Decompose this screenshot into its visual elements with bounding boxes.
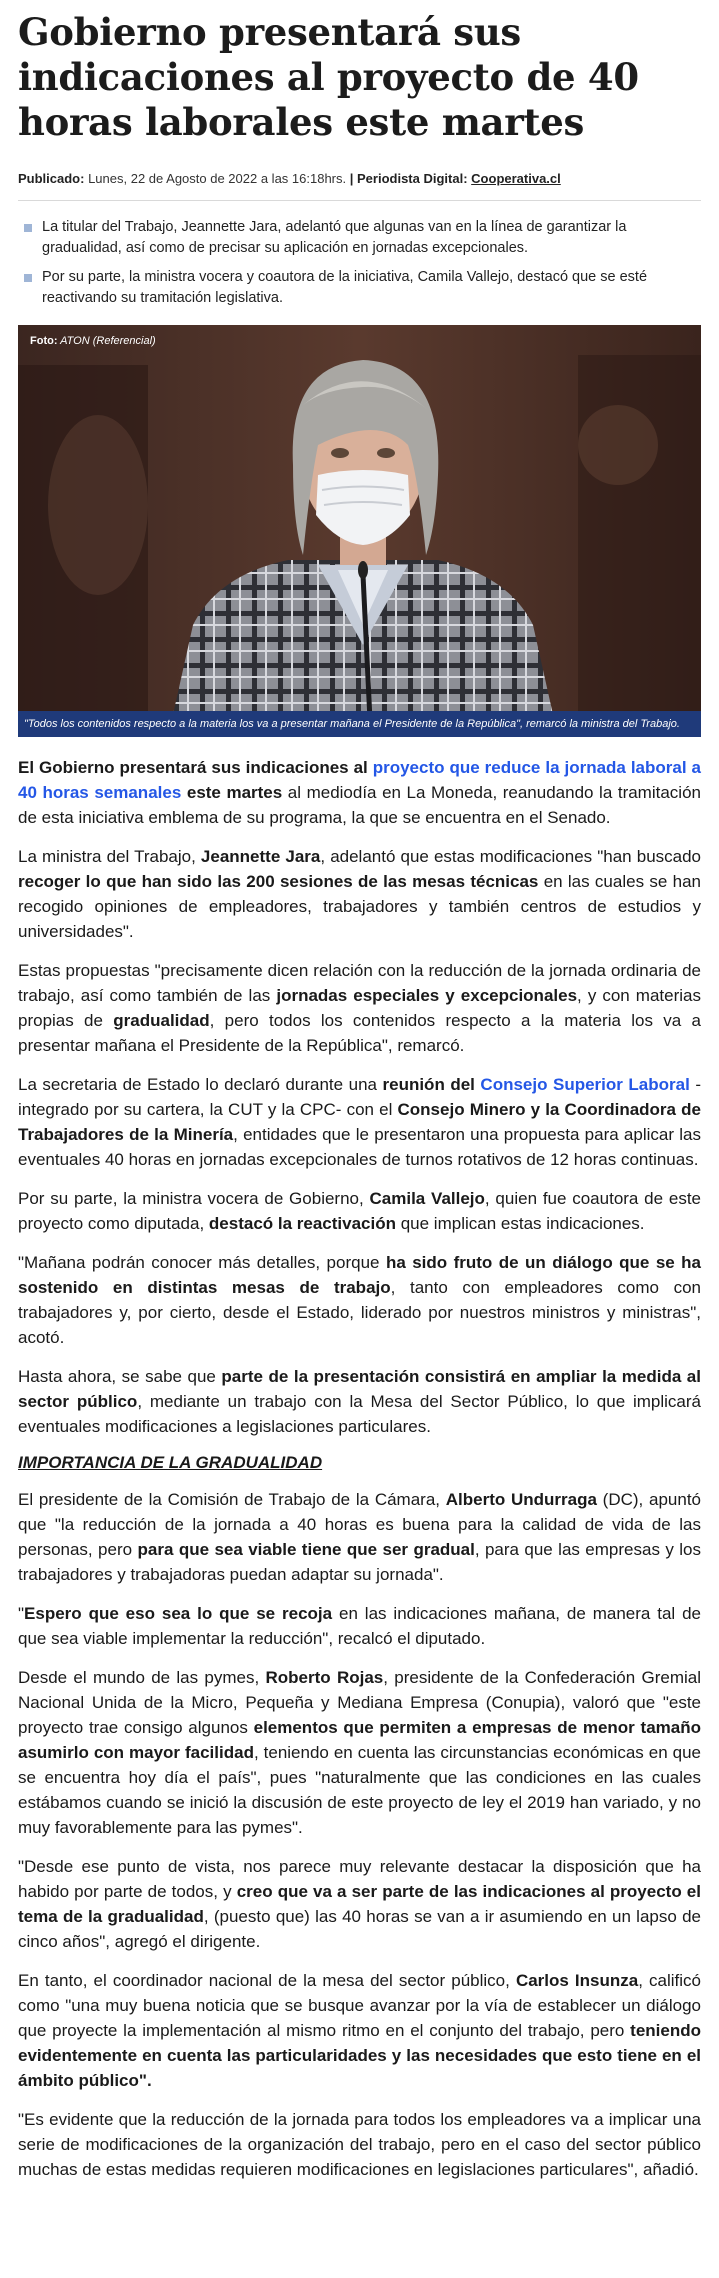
text: al mediodía en La Moneda, reanudando la tramitación de esta iniciativa emblema de su programa, la que se encuentra en el Senado.: [18, 783, 701, 827]
photo-credit-text: ATON (Referencial): [60, 335, 156, 347]
article-meta: [18, 171, 701, 201]
text-bold: destacó la reactivación: [208, 1214, 396, 1233]
text: , adelantó que estas modificaciones "han buscado: [320, 847, 702, 866]
text: , mediante un trabajo con la Mesa del Sector Público, lo que implicará eventuales modificaciones a legislaciones particulares.: [18, 1392, 701, 1436]
text-bold: elementos que permiten a empresas de menor tamaño asumirlo con mayor facilidad: [18, 1718, 701, 1762]
paragraph: [18, 958, 701, 1058]
text-bold: Alberto Undurraga: [445, 1490, 597, 1509]
text: , teniendo en cuenta las circunstancias económicas en que se encuentra hoy día el país", pues "naturalmente que las condiciones en las cuales estábamos cuando se inició la discusión de este proyecto de ley el 2019 han variado, y no muy favorablemente para las pymes".: [18, 1743, 701, 1837]
paragraph: [18, 1250, 701, 1350]
text: , y con materias propias de: [18, 986, 701, 1030]
text: ": [18, 1604, 25, 1623]
text-bold: parte de la presentación consistirá en ampliar la medida al sector público: [18, 1367, 701, 1411]
paragraph: [18, 1665, 701, 1840]
summary-bullet-text: Por su parte, la ministra vocera y coautora de la iniciativa, Camila Vallejo, destacó que se esté reactivando su tramitación legislativa.: [42, 269, 648, 306]
text: En tanto, el coordinador nacional de la mesa del sector público,: [18, 1971, 516, 1990]
text: , tanto con empleadores como con trabajadores y, por cierto, desde el Estado, liderado por nuestros ministros y ministras", acotó.: [18, 1278, 701, 1347]
published-label: Publicado:: [18, 171, 85, 186]
bullet-square-icon: [24, 224, 32, 232]
text: "Es evidente que la reducción de la jornada para todos los empleadores va a implicar una serie de modificaciones de la organización del trabajo, pero en el caso del sector público muchas de estas medidas requieren modificaciones en legislaciones particulares", añadió.: [18, 2110, 701, 2179]
photo-caption: "Todos los contenidos respecto a la materia los va a presentar mañana el Presidente de la República", remarcó la ministra del Trabajo.: [18, 711, 701, 737]
text-bold: Roberto Rojas: [265, 1668, 384, 1687]
text: , entidades que le presentaron una propuesta para aplicar las eventuales 40 horas en jornadas excepcionales de turnos rotativos de 12 horas continuas.: [18, 1125, 701, 1169]
article-title: Gobierno presentará sus indicaciones al proyecto de 40 horas laborales este martes: [18, 10, 639, 144]
summary-bullet: [18, 217, 701, 259]
photo-illustration: [18, 325, 701, 737]
published-date: Lunes, 22 de Agosto de 2022 a las 16:18hrs.: [88, 171, 347, 186]
text: , presidente de la Confederación Gremial Nacional Unida de la Micro, Pequeña y Mediana Empresa (Conupia), valoró que "este proyecto trae consigo algunos: [18, 1668, 702, 1737]
text: Estas propuestas "precisamente dicen relación con la reducción de la jornada ordinaria de trabajo, así como también de las: [18, 961, 701, 1005]
paragraph: [18, 1186, 701, 1236]
text-bold: gradualidad: [113, 1011, 210, 1030]
article: [0, 10, 719, 2182]
article-photo[interactable]: [18, 325, 701, 737]
summary-bullet: [18, 267, 701, 309]
link-consejo-superior-laboral[interactable]: Consejo Superior Laboral: [480, 1075, 690, 1094]
paragraph: [18, 755, 701, 830]
text-bold: creo que va a ser parte de las indicaciones al proyecto el tema de la gradualidad: [18, 1882, 701, 1926]
paragraph: [18, 1854, 701, 1954]
text-bold: Camila Vallejo: [369, 1189, 485, 1208]
paragraph: [18, 844, 701, 944]
summary-bullet-text: La titular del Trabajo, Jeannette Jara, adelantó que algunas van en la línea de garantizar la gradualidad, así como de precisar su aplicación en jornadas excepcionales.: [42, 219, 627, 256]
text: -integrado por su cartera, la CUT y la CPC- con el: [18, 1075, 701, 1119]
text: La secretaria de Estado lo declaró durante una: [18, 1075, 383, 1094]
text: "Desde ese punto de vista, nos parece muy relevante destacar la disposición que ha habido por parte de todos, y: [18, 1857, 701, 1901]
paragraph: [18, 1072, 701, 1172]
text: , pero todos los contenidos respecto a la materia los va a presentar mañana el Presidente de la República", remarcó.: [18, 1011, 701, 1055]
paragraph: [18, 1968, 701, 2093]
paragraph: [18, 1364, 701, 1439]
author-label: Periodista Digital:: [357, 171, 468, 186]
text: (DC), apuntó que "la reducción de la jornada a 40 horas es buena para la calidad de vida de las personas, pero: [18, 1490, 701, 1559]
text: Desde el mundo de las pymes,: [18, 1668, 266, 1687]
meta-separator: |: [349, 171, 354, 186]
text-bold: Jeannette Jara: [200, 847, 321, 866]
section-heading: IMPORTANCIA DE LA GRADUALIDAD: [18, 1453, 323, 1472]
text-bold: Carlos Insunza: [515, 1971, 639, 1990]
text-bold: El Gobierno presentará sus indicaciones al: [18, 758, 368, 777]
summary-bullets: [18, 217, 701, 309]
text: , quien fue coautora de este proyecto como diputada,: [18, 1189, 702, 1233]
text-bold: Consejo Minero y la Coordinadora de Trabajadores de la Minería: [18, 1100, 701, 1144]
text-bold: reunión del: [382, 1075, 475, 1094]
link-proyecto-40-horas[interactable]: proyecto que reduce la jornada laboral a 40 horas semanales: [18, 758, 701, 802]
text-bold: ha sido fruto de un diálogo que se ha sostenido en distintas mesas de trabajo: [18, 1253, 702, 1297]
text: Por su parte, la ministra vocera de Gobierno,: [18, 1189, 370, 1208]
text: en las cuales se han recogido opiniones de empleadores, trabajadores y también centros de estudios y universidades".: [18, 872, 701, 941]
text: en las indicaciones mañana, de manera tal de que sea viable implementar la reducción", recalcó el diputado.: [18, 1604, 701, 1648]
paragraph: [18, 1601, 701, 1651]
text: La ministra del Trabajo,: [18, 847, 201, 866]
text-bold: recoger lo que han sido las 200 sesiones de las mesas técnicas: [18, 872, 539, 891]
text: , calificó como "una muy buena noticia que se busque avanzar por la vía de establecer un diálogo que proyecte la implementación al mismo ritmo en el conjunto del trabajo, pero: [18, 1971, 702, 2040]
text-bold: Espero que eso sea lo que se recoja: [24, 1604, 333, 1623]
paragraph: [18, 1487, 701, 1587]
text: que implican estas indicaciones.: [396, 1214, 645, 1233]
text-bold: teniendo evidentemente en cuenta las particularidades y las necesidades que esto tiene en el ámbito público".: [18, 2021, 701, 2090]
text: , para que las empresas y los trabajadores y trabajadoras puedan adaptar su jornada".: [18, 1540, 701, 1584]
text: "Mañana podrán conocer más detalles, porque: [18, 1253, 386, 1272]
text-bold: jornadas especiales y excepcionales: [276, 986, 578, 1005]
text: Hasta ahora, se sabe que: [18, 1367, 222, 1386]
paragraph: [18, 2107, 701, 2182]
text-bold: este martes: [186, 783, 283, 802]
author-link[interactable]: Cooperativa.cl: [471, 171, 561, 186]
text: El presidente de la Comisión de Trabajo de la Cámara,: [18, 1490, 446, 1509]
photo-credit: [30, 335, 156, 347]
bullet-square-icon: [24, 274, 32, 282]
article-body: [18, 755, 701, 2182]
photo-credit-label: Foto:: [30, 335, 58, 347]
text: , (puesto que) las 40 horas se van a ir asumiendo en un lapso de cinco años", agregó el dirigente.: [18, 1907, 701, 1951]
text-bold: para que sea viable tiene que ser gradual: [137, 1540, 475, 1559]
